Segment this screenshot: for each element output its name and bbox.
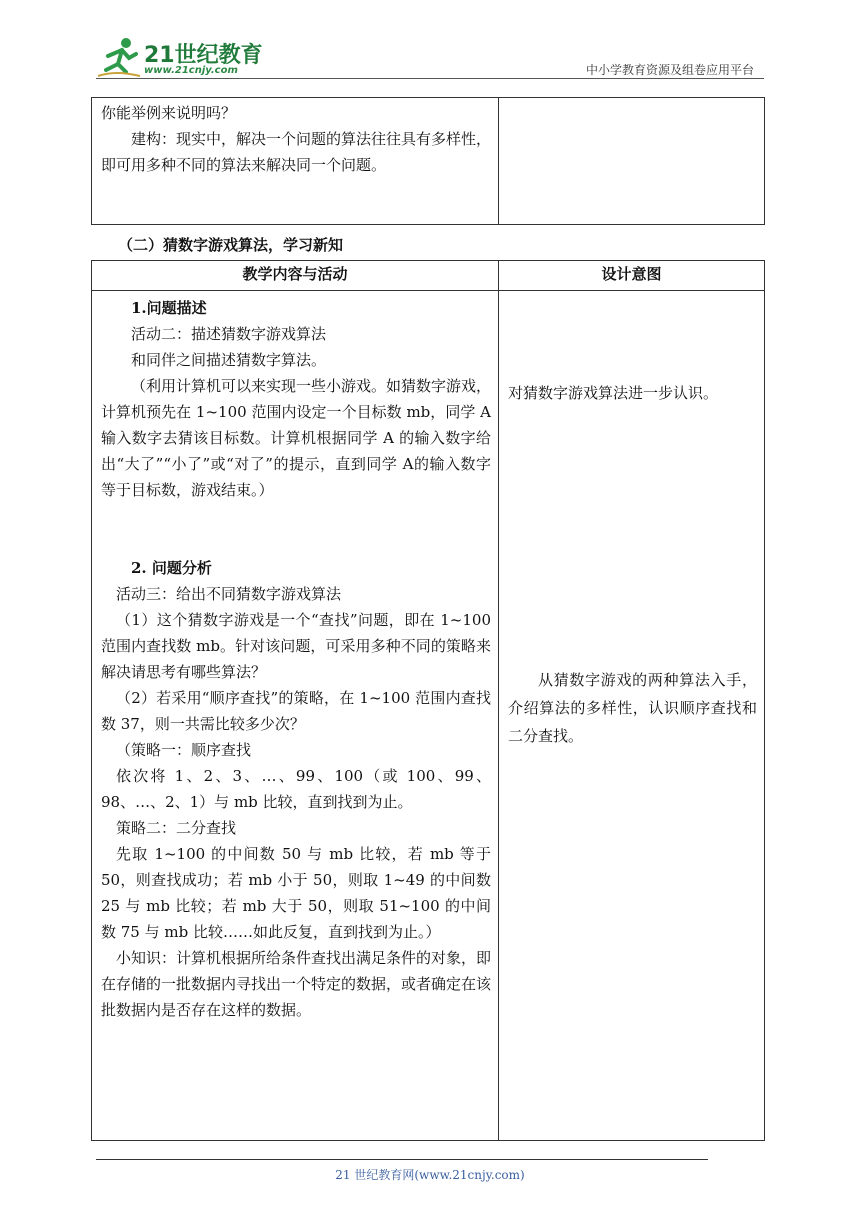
knowledge-tip: 小知识：计算机根据所给条件查找出满足条件的对象，即在存储的一批数据内寻找出一个特定的数据，或者确定在该批数据内是否存在这样的数据。 bbox=[101, 949, 492, 1019]
col-header-intent: 设计意图 bbox=[499, 261, 765, 291]
site-logo bbox=[96, 36, 266, 80]
col-header-content: 教学内容与活动 bbox=[92, 261, 499, 291]
activity-three: 活动三：给出不同猜数字游戏算法 bbox=[116, 585, 342, 603]
game-description: （利用计算机可以来实现一些小游戏。如猜数字游戏，计算机预先在 1~100 范围内设定一个目标数 mb，同学 A 输入数字去猜该目标数。计算机根据同学 A 的输入数字给出“大了”“小了”或“对了”的提示，直到同学 A的输入数字等于目标数，游戏结束。） bbox=[101, 377, 492, 499]
intent-one: 对猜数字游戏算法进一步认识。 bbox=[508, 384, 719, 402]
intent-two: 从猜数字游戏的两种算法入手，介绍算法的多样性，认识顺序查找和二分查找。 bbox=[508, 671, 757, 745]
top-construct: 建构：现实中，解决一个问题的算法往往具有多样性，即可用多种不同的算法来解决同一个问题。 bbox=[101, 130, 492, 174]
logo-brand-text: 21世纪教育 bbox=[144, 43, 263, 68]
activity-two: 活动二：描述猜数字游戏算法 bbox=[131, 325, 327, 343]
strategy-two-title: 策略二：二分查找 bbox=[116, 819, 237, 837]
runner-logo-icon bbox=[96, 36, 142, 80]
strategy-one-text: 依次将 1、2、3、…、99、100（或 100、99、98、…、2、1）与 mb 比较，直到找到为止。 bbox=[101, 767, 491, 811]
footer-text: 21 世纪教育网(www.21cnjy.com) bbox=[335, 1168, 525, 1182]
platform-name: 中小学教育资源及组卷应用平台 bbox=[585, 63, 754, 77]
activity-two-text: 和同伴之间描述猜数字算法。 bbox=[131, 351, 327, 369]
intent-cell bbox=[499, 291, 765, 1141]
logo-site-text: www.21cnjy.com bbox=[144, 65, 238, 76]
main-table bbox=[91, 260, 765, 1141]
heading-problem-analysis: 2. 问题分析 bbox=[131, 559, 212, 577]
top-table-content-cell bbox=[92, 98, 499, 225]
strategy-one-title: （策略一：顺序查找 bbox=[116, 741, 252, 759]
header-divider bbox=[96, 78, 764, 79]
question-two: （2）若采用“顺序查找”的策略，在 1~100 范围内查找数 37，则一共需比较多少次？ bbox=[101, 689, 491, 733]
footer-divider bbox=[96, 1159, 708, 1160]
spacer bbox=[101, 503, 491, 555]
heading-problem-description: 1.问题描述 bbox=[131, 299, 207, 317]
content-cell bbox=[92, 291, 499, 1141]
top-table-intent-cell bbox=[499, 98, 765, 225]
question-one: （1）这个猜数字游戏是一个“查找”问题，即在 1~100 范围内查找数 mb。针对该问题，可采用多种不同的策略来解决请思考有哪些算法？ bbox=[101, 611, 491, 681]
top-table bbox=[91, 97, 765, 225]
strategy-two-text: 先取 1~100 的中间数 50 与 mb 比较，若 mb 等于 50，则查找成功；若 mb 小于 50，则取 1~49 的中间数 25 与 mb 比较；若 mb 大于 50，则取 51~100 的中间数 75 与 mb 比较……如此反复，直到找到为止。） bbox=[101, 845, 491, 941]
section-title: （二）猜数字游戏算法，学习新知 bbox=[118, 236, 344, 254]
top-question: 你能举例来说明吗？ bbox=[101, 104, 237, 122]
